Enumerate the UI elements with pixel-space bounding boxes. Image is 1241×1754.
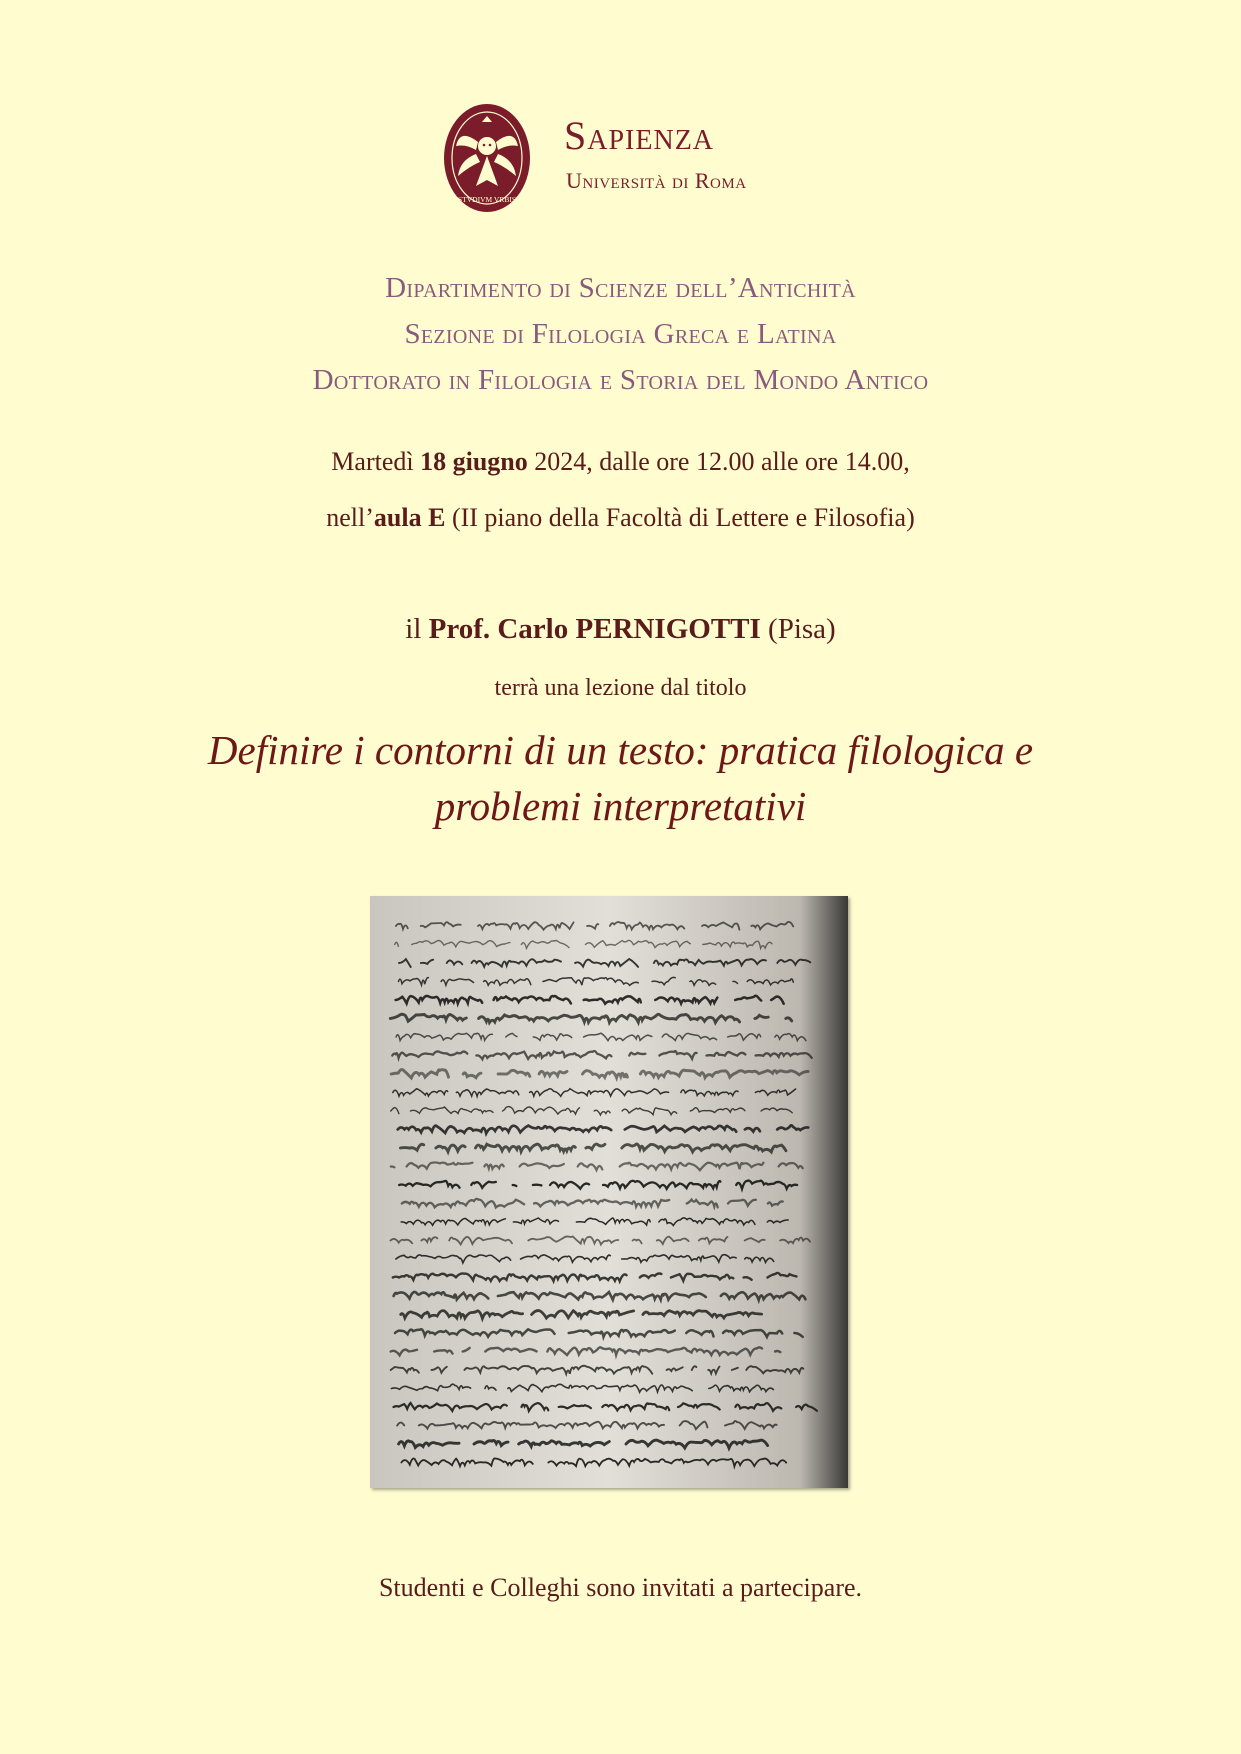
lecture-title-line-1: Definire i contorni di un testo: pratica filologica e xyxy=(207,727,1034,773)
lecture-intro: terrà una lezione dal titolo xyxy=(494,675,747,701)
section-line: Sezione di Filologia Greca e Latina xyxy=(404,318,837,350)
speaker-name: Prof. Carlo PERNIGOTTI xyxy=(428,613,761,645)
department-line: Dipartimento di Scienze dell’Antichità xyxy=(385,272,856,304)
doctorate-line: Dottorato in Filologia e Storia del Mondo Antico xyxy=(312,364,929,396)
event-day: 18 giugno xyxy=(420,447,528,476)
place-detail: (II piano della Facoltà di Lettere e Filosofia) xyxy=(451,503,915,532)
lecture-title-line-2: problemi interpretativi xyxy=(434,783,807,829)
speaker-prefix: il xyxy=(405,613,422,645)
university-subtitle: Università di Roma xyxy=(566,168,747,193)
event-date xyxy=(0,447,1241,477)
invitation-text: Studenti e Colleghi sono invitati a partecipare. xyxy=(378,1573,863,1602)
event-time: 2024, dalle ore 12.00 alle ore 14.00, xyxy=(534,447,910,476)
speaker-affiliation: (Pisa) xyxy=(768,613,836,645)
event-room: aula E xyxy=(373,503,446,532)
lecture-title xyxy=(80,722,1161,834)
place-prefix: nell’ xyxy=(326,503,374,532)
event-place xyxy=(0,503,1241,533)
manuscript-image xyxy=(370,896,848,1488)
university-seal-icon xyxy=(442,102,532,214)
sapienza-logo xyxy=(442,96,802,216)
speaker-line xyxy=(0,613,1241,646)
event-weekday: Martedì xyxy=(331,447,414,476)
university-name: Sapienza xyxy=(564,113,715,158)
svg-text:STVDIVM VRBIS: STVDIVM VRBIS xyxy=(458,195,516,204)
manuscript-page-icon xyxy=(370,896,848,1488)
